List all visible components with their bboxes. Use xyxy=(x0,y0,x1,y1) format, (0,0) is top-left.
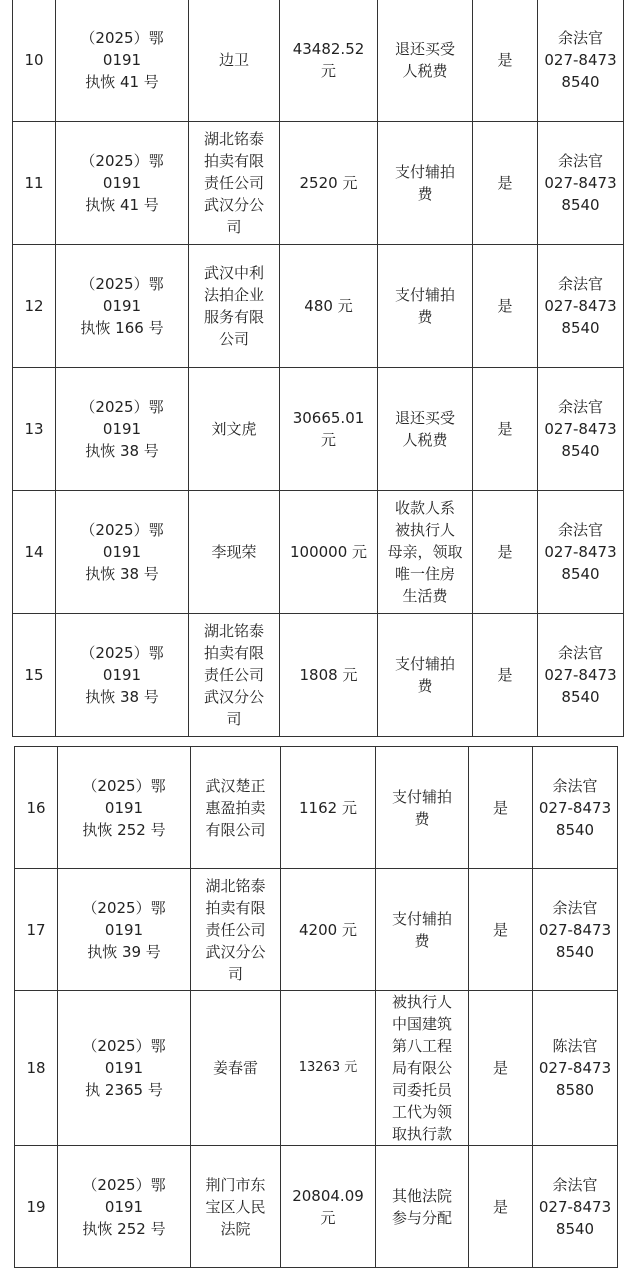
confirmed-cell xyxy=(473,122,538,245)
payee-cell-text: 湖北铭泰 拍卖有限 责任公司 武汉分公 司 xyxy=(203,622,264,728)
table-row xyxy=(15,747,618,869)
contact-cell xyxy=(538,614,624,737)
contact-cell-text: 余法官 027-8473 8540 xyxy=(538,1175,612,1238)
case-number-cell-text: （2025）鄂 0191 执恢 41 号 xyxy=(80,29,164,91)
contact-cell xyxy=(538,245,624,368)
row-number-cell-text: 17 xyxy=(26,920,46,939)
confirmed-cell-text: 是 xyxy=(497,297,513,315)
amount-cell-text: 1808 元 xyxy=(299,666,358,684)
amount-cell xyxy=(281,747,376,869)
case-number-cell-text: （2025）鄂 0191 执恢 39 号 xyxy=(82,898,166,961)
amount-cell-text: 480 元 xyxy=(304,297,353,315)
confirmed-cell xyxy=(469,991,533,1146)
reason-cell xyxy=(378,245,473,368)
amount-cell xyxy=(280,122,378,245)
contact-cell-text: 余法官 027-8473 8540 xyxy=(544,644,617,706)
contact-cell-text: 余法官 027-8473 8540 xyxy=(544,29,617,91)
amount-cell xyxy=(281,1146,376,1268)
amount-cell xyxy=(280,0,378,122)
table-row xyxy=(15,1146,618,1268)
row-number-cell xyxy=(13,491,56,614)
reason-cell xyxy=(376,991,469,1146)
table-row xyxy=(13,122,624,245)
amount-cell xyxy=(281,991,376,1146)
payee-cell-text: 边卫 xyxy=(218,51,249,69)
confirmed-cell xyxy=(473,491,538,614)
contact-cell xyxy=(538,491,624,614)
amount-cell xyxy=(281,869,376,991)
payee-cell-text: 荆门市东 宝区人民 法院 xyxy=(205,1175,266,1238)
confirmed-cell-text: 是 xyxy=(492,1197,508,1216)
row-number-cell-text: 11 xyxy=(24,174,44,192)
payment-table-lower xyxy=(14,746,618,1268)
case-number-cell xyxy=(56,491,189,614)
reason-cell xyxy=(378,122,473,245)
confirmed-cell xyxy=(469,747,533,869)
confirmed-cell xyxy=(473,245,538,368)
row-number-cell xyxy=(15,991,58,1146)
amount-cell xyxy=(280,491,378,614)
case-number-cell xyxy=(58,991,191,1146)
reason-cell-text: 支付辅拍 费 xyxy=(391,787,452,828)
reason-cell-text: 被执行人 中国建筑 第八工程 局有限公 司委托员 工代为领 取执行款 xyxy=(391,993,452,1143)
row-number-cell-text: 15 xyxy=(24,666,44,684)
case-number-cell-text: （2025）鄂 0191 执恢 38 号 xyxy=(80,398,164,460)
confirmed-cell-text: 是 xyxy=(492,920,508,939)
table-row xyxy=(13,491,624,614)
row-number-cell-text: 19 xyxy=(26,1197,46,1216)
case-number-cell xyxy=(56,368,189,491)
contact-cell xyxy=(538,0,624,122)
row-number-cell-text: 12 xyxy=(24,297,44,315)
amount-cell xyxy=(280,368,378,491)
payee-cell-text: 武汉楚正 惠盈拍卖 有限公司 xyxy=(205,776,266,839)
contact-cell-text: 陈法官 027-8473 8580 xyxy=(538,1037,612,1099)
row-number-cell xyxy=(13,245,56,368)
payee-cell xyxy=(191,1146,281,1268)
reason-cell-text: 支付辅拍 费 xyxy=(394,655,455,695)
amount-cell-text: 43482.52 元 xyxy=(292,40,365,80)
payee-cell-text: 姜春雷 xyxy=(212,1059,258,1077)
row-number-cell xyxy=(13,368,56,491)
contact-cell xyxy=(533,1146,618,1268)
amount-cell-text: 100000 元 xyxy=(289,543,368,561)
confirmed-cell xyxy=(473,614,538,737)
reason-cell-text: 退还买受 人税费 xyxy=(394,40,455,80)
reason-cell xyxy=(376,747,469,869)
reason-cell xyxy=(376,1146,469,1268)
confirmed-cell xyxy=(469,1146,533,1268)
contact-cell-text: 余法官 027-8473 8540 xyxy=(538,898,612,961)
reason-cell-text: 支付辅拍 费 xyxy=(391,909,452,950)
case-number-cell xyxy=(56,0,189,122)
case-number-cell xyxy=(56,614,189,737)
reason-cell-text: 支付辅拍 费 xyxy=(394,163,455,203)
payee-cell-text: 湖北铭泰 拍卖有限 责任公司 武汉分公 司 xyxy=(203,130,264,236)
contact-cell-text: 余法官 027-8473 8540 xyxy=(544,398,617,460)
payee-cell-text: 李现荣 xyxy=(211,543,257,561)
payee-cell xyxy=(189,491,280,614)
case-number-cell-text: （2025）鄂 0191 执恢 38 号 xyxy=(80,644,164,706)
confirmed-cell-text: 是 xyxy=(497,420,513,438)
payee-cell xyxy=(189,368,280,491)
case-number-cell-text: （2025）鄂 0191 执恢 252 号 xyxy=(82,1175,166,1238)
row-number-cell-text: 13 xyxy=(24,420,44,438)
row-number-cell xyxy=(13,122,56,245)
confirmed-cell xyxy=(473,0,538,122)
contact-cell xyxy=(533,747,618,869)
table-row xyxy=(15,869,618,991)
case-number-cell xyxy=(58,747,191,869)
case-number-cell-text: （2025）鄂 0191 执恢 166 号 xyxy=(80,275,164,337)
payee-cell xyxy=(189,245,280,368)
case-number-cell-text: （2025）鄂 0191 执 2365 号 xyxy=(82,1037,166,1099)
payee-cell xyxy=(189,122,280,245)
reason-cell xyxy=(378,0,473,122)
contact-cell-text: 余法官 027-8473 8540 xyxy=(544,275,617,337)
payee-cell xyxy=(189,614,280,737)
reason-cell xyxy=(378,614,473,737)
contact-cell-text: 余法官 027-8473 8540 xyxy=(544,521,617,583)
contact-cell-text: 余法官 027-8473 8540 xyxy=(544,152,617,214)
row-number-cell xyxy=(15,1146,58,1268)
payee-cell xyxy=(189,0,280,122)
confirmed-cell-text: 是 xyxy=(497,543,513,561)
reason-cell-text: 收款人系 被执行人 母亲，领取 唯一住房 生活费 xyxy=(387,499,463,605)
table-row xyxy=(13,245,624,368)
row-number-cell xyxy=(13,614,56,737)
confirmed-cell-text: 是 xyxy=(492,798,508,817)
amount-cell xyxy=(280,614,378,737)
table-row xyxy=(13,368,624,491)
table-row xyxy=(13,0,624,122)
table-row xyxy=(13,614,624,737)
confirmed-cell xyxy=(473,368,538,491)
case-number-cell xyxy=(56,122,189,245)
amount-cell-text: 1162 元 xyxy=(299,798,357,817)
row-number-cell-text: 14 xyxy=(24,543,44,561)
row-number-cell xyxy=(15,869,58,991)
case-number-cell-text: （2025）鄂 0191 执恢 41 号 xyxy=(80,152,164,214)
case-number-cell xyxy=(58,1146,191,1268)
row-number-cell-text: 10 xyxy=(24,51,44,69)
case-number-cell-text: （2025）鄂 0191 执恢 252 号 xyxy=(82,776,166,839)
amount-cell-text: 4200 元 xyxy=(299,920,357,939)
contact-cell-text: 余法官 027-8473 8540 xyxy=(538,776,612,839)
case-number-cell xyxy=(58,869,191,991)
confirmed-cell-text: 是 xyxy=(497,666,513,684)
reason-cell xyxy=(376,869,469,991)
contact-cell xyxy=(533,991,618,1146)
amount-cell-text: 2520 元 xyxy=(299,174,358,192)
payee-cell-text: 武汉中利 法拍企业 服务有限 公司 xyxy=(203,264,264,348)
payment-table-upper xyxy=(12,0,624,737)
payee-cell xyxy=(191,869,281,991)
payee-cell-text: 刘文虎 xyxy=(211,420,257,438)
reason-cell-text: 其他法院 参与分配 xyxy=(391,1186,452,1227)
confirmed-cell-text: 是 xyxy=(497,51,513,69)
contact-cell xyxy=(533,869,618,991)
reason-cell-text: 支付辅拍 费 xyxy=(394,286,455,326)
payee-cell-text: 湖北铭泰 拍卖有限 责任公司 武汉分公 司 xyxy=(205,876,266,983)
row-number-cell-text: 18 xyxy=(26,1059,46,1077)
contact-cell xyxy=(538,122,624,245)
amount-cell-text: 13263 元 xyxy=(298,1060,358,1075)
confirmed-cell-text: 是 xyxy=(492,1059,508,1077)
reason-cell xyxy=(378,368,473,491)
case-number-cell-text: （2025）鄂 0191 执恢 38 号 xyxy=(80,521,164,583)
row-number-cell-text: 16 xyxy=(26,798,46,817)
confirmed-cell-text: 是 xyxy=(497,174,513,192)
amount-cell-text: 20804.09 元 xyxy=(292,1186,364,1227)
contact-cell xyxy=(538,368,624,491)
amount-cell-text: 30665.01 元 xyxy=(292,409,365,449)
confirmed-cell xyxy=(469,869,533,991)
row-number-cell xyxy=(13,0,56,122)
payee-cell xyxy=(191,991,281,1146)
amount-cell xyxy=(280,245,378,368)
reason-cell xyxy=(378,491,473,614)
reason-cell-text: 退还买受 人税费 xyxy=(394,409,455,449)
payee-cell xyxy=(191,747,281,869)
table-row xyxy=(15,991,618,1146)
row-number-cell xyxy=(15,747,58,869)
case-number-cell xyxy=(56,245,189,368)
